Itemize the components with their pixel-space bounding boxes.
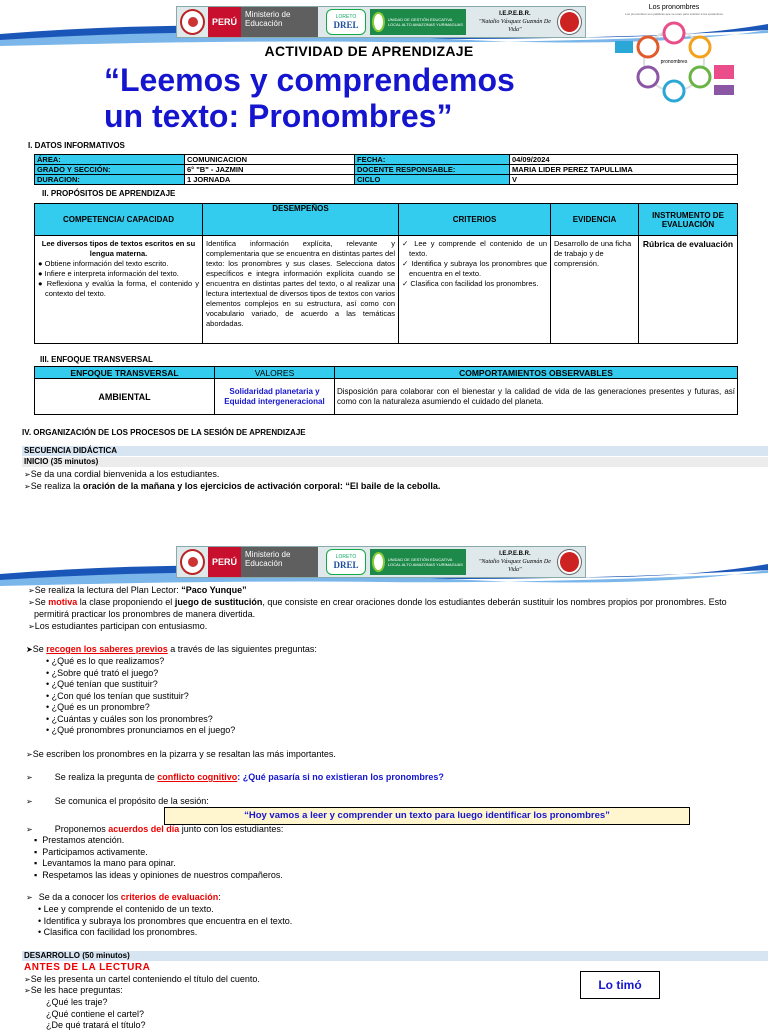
criterio-text: Identifica y subraya los pronombres que encuentra en el texto. [43,915,293,926]
inicio-line-2-bold: oración de la mañana y los ejercicios de activación corporal: “El baile de la cebolla. [82,481,441,491]
school-full-name: "Natalio Vásquez Guzmán De Vida" [478,559,551,573]
loreto-label: LORETO [335,554,357,560]
ugel-text: UNIDAD DE GESTIÓN EDUCATIVA LOCAL ALTO AMAZONAS YURIMAGUAS [387,557,463,567]
competencia-cell [35,236,203,344]
conflicto-question: : ¿Qué pasaría si no existieran los pronombres? [237,772,444,782]
criterio-item: ✓ Clasifica con facilidad los pronombres. [402,279,539,288]
criterios-prefix: Se da a conocer los [38,892,121,902]
list-item: ¿De qué tratará el título? [46,1020,146,1030]
saberes-post: a través de las siguientes preguntas: [167,644,317,654]
preguntas-saberes-list [46,656,235,737]
infographic-subtitle: Los pronombres son palabras que se usan para sustituir a los sustantivos [625,12,723,16]
arrow-icon: ➢ [28,622,35,631]
inicio-bar: INICIO (35 minutos) [22,457,768,467]
list-item: • ¿Qué tenían que sustituir? [46,679,158,689]
capacidad-text: Obtiene información del texto escrito. [44,259,169,268]
header-valores: VALORES [215,367,335,379]
inicio-line-2-text: Se realiza la [30,481,83,491]
ugel-emblem-icon [372,12,385,32]
proposito-intro: Se comunica el propósito de la sesión: [54,796,209,806]
preguntas-lectura-list [46,997,146,1032]
list-item: • ¿Sobre qué trató el juego? [46,667,159,678]
criterios-post: : [218,892,221,902]
acuerdos-prefix: Proponemos [54,824,109,834]
school-name [472,550,558,574]
arrow-icon: ➢ [26,773,33,782]
proposito-line [26,796,209,807]
arrow-icon: ➢ [26,797,33,806]
motivacion-mid: la clase proponiendo el [77,597,175,607]
saberes-prefix: Se [32,644,47,654]
pregunta-text: ¿Qué es lo que realizamos? [51,656,165,666]
plan-lector-title: “Paco Yunque” [181,585,247,595]
participan-text: Los estudiantes participan con entusiasmo. [34,621,208,631]
criterios-cell [399,236,551,344]
ciclo-label: CICLO [355,175,510,185]
capacidad-item: ● Reflexiona y evalúa la forma, el contenido y contexto del texto. [38,279,199,298]
header-instrumento: INSTRUMENTO DE EVALUACIÓN [639,204,738,236]
section-enfoque-heading: III. ENFOQUE TRANSVERSAL [40,355,153,364]
criterio-item: ✓ Lee y comprende el contenido de un texto. [402,239,548,258]
cartel-line [24,974,260,985]
ugel-emblem-icon [372,552,385,572]
cycle-node [664,23,684,43]
header-enfoque: ENFOQUE TRANSVERSAL [35,367,215,379]
preguntas-intro: Se les hace preguntas: [30,985,123,995]
criterio-text: Clasifica con facilidad los pronombres. [43,927,198,937]
antes-lectura-heading: ANTES DE LA LECTURA [24,962,151,973]
pronombres-cycle-diagram [612,17,736,105]
drel-logo [326,549,366,575]
pregunta-text: ¿Qué es un pronombre? [51,702,150,712]
acuerdos-list [34,835,283,881]
list-item: ▪ Prestamos atención. [34,835,125,845]
cartel-text: Se les presenta un cartel conteniendo el título del cuento. [30,974,260,984]
criterio-text: Lee y comprende el contenido de un texto. [43,904,214,914]
arrow-icon: ➢ [28,598,35,607]
pizarra-line [26,749,336,760]
duracion-label: DURACION: [35,175,185,185]
header-criterios: CRITERIOS [399,204,551,236]
list-item: ¿Qué contiene el cartel? [46,1008,145,1019]
competencia-title: Lee diversos tipos de textos escritos en su lengua materna. [41,239,196,258]
duracion-value: 1 JORNADA [185,175,355,185]
secuencia-bar: SECUENCIA DIDÁCTICA [22,446,768,456]
inicio-line-1-text: Se da una cordial bienvenida a los estudiantes. [30,469,220,479]
criterios-line [26,892,221,903]
cycle-center-label: pronombres [660,59,688,65]
pizarra-text: Se escriben los pronombres en la pizarra y se resaltan las más importantes. [32,749,336,759]
loreto-label: LORETO [335,14,357,20]
school-full-name: "Natalio Vásquez Guzmán De Vida" [478,19,551,33]
header-competencia: COMPETENCIA/ CAPACIDAD [35,204,203,236]
desempeno-cell: Identifica información explícita, relevante y complementaria que se encuentra en distintas partes del texto: los pronombres y sus clases. Selecciona datos específicos e integra información explícita cuando se encuentra en distintas partes del texto, o al realizar una lectura intertextual de diversos tipos de textos con varios elementos complejos en su estructura, así como con vocabulario variado, de acuerdo a las temáticas abordadas. [203,236,399,344]
list-item: • ¿Qué pronombres pronunciamos en el juego? [46,725,236,735]
comportamiento-value: Disposición para colaborar con el bienestar y la calidad de vida de las generaciones presentes y futuras, así como con la naturaleza asumiendo el cuidado del planeta. [335,379,738,415]
plan-lector-text: Se realiza la lectura del Plan Lector: [34,585,182,595]
title-line-1: “Leemos y comprendemos [104,62,515,98]
pregunta-text: ¿Cuántas y cuáles son los pronombres? [51,713,213,724]
evidencia-cell: Desarrollo de una ficha de trabajo y de comprensión. [551,236,639,344]
ugel-logo [370,9,466,35]
ugel-text: UNIDAD DE GESTIÓN EDUCATIVA LOCAL ALTO AMAZONAS YURIMAGUAS [387,17,463,27]
institution-banner [176,546,586,578]
arrow-icon: ➤ [26,645,33,654]
saberes-line [26,644,317,655]
acuerdo-text: Participamos activamente. [42,846,148,857]
header-evidencia: EVIDENCIA [551,204,639,236]
peru-shield-icon [180,549,205,575]
plan-lector-line [28,585,247,596]
page-title [104,62,604,134]
area-value: COMUNICACION [185,155,355,165]
acuerdos-keyword: acuerdos del día [108,824,180,834]
motivacion-prefix: Se [34,597,49,607]
school-code: I.E.P.E.B.R. [499,551,531,557]
infographic-title: Los pronombres [648,4,700,11]
conflicto-prefix: Se realiza la pregunta de [54,772,158,782]
list-item: • ¿Qué es lo que realizamos? [46,656,165,666]
pregunta-text: ¿Con qué los tenían que sustituir? [51,690,189,701]
peru-shield-icon [180,9,205,35]
header-comportamientos: COMPORTAMIENTOS OBSERVABLES [335,367,738,379]
acuerdo-text: Levantamos la mano para opinar. [42,858,176,868]
ministerio-label: Ministerio de Educación [241,7,318,37]
fecha-label: FECHA: [355,155,510,165]
activity-label: ACTIVIDAD DE APRENDIZAJE [264,43,474,59]
section-datos-heading: I. DATOS INFORMATIVOS [28,141,125,150]
inicio-line-1 [24,469,219,480]
page-2 [0,540,768,1030]
valores-value: Solidaridad planetaria y Equidad intergeneracional [215,379,335,415]
section-propositos-heading: II. PROPÓSITOS DE APRENDIZAJE [42,189,176,198]
list-item: • Clasifica con facilidad los pronombres. [38,927,198,937]
drel-label: DREL [333,560,359,570]
area-label: ÁREA: [35,155,185,165]
desarrollo-bar: DESARROLLO (50 minutos) [22,951,768,961]
motivacion-keyword: motiva [48,597,78,607]
peru-label: PERÚ [208,547,241,577]
list-item: ▪ Respetamos las ideas y opiniones de nuestros compañeros. [34,869,283,880]
list-item: • Lee y comprende el contenido de un texto. [38,904,214,914]
section-organizacion-heading: IV. ORGANIZACIÓN DE LOS PROCESOS DE LA SESIÓN DE APRENDIZAJE [22,428,306,437]
capacidad-item: ● Obtiene información del texto escrito. [38,259,169,268]
acuerdo-text: Prestamos atención. [42,835,125,845]
preguntas-line [24,985,123,996]
criterio-text: Identifica y subraya los pronombres que encuentra en el texto. [409,259,547,278]
grado-value: 6° "B" - JAZMIN [185,165,355,175]
pregunta-text: ¿Qué tenían que sustituir? [51,679,158,689]
criterios-list [38,904,292,939]
arrow-icon: ➢ [28,586,35,595]
motivacion-post: , que consiste en crear oraciones donde los estudiantes deberán sustituir los nombres propios por pronombres. Esto [262,597,727,607]
proposito-box: “Hoy vamos a leer y comprender un texto para luego identificar los pronombres” [164,807,690,825]
list-item: • ¿Cuántas y cuáles son los pronombres? [46,713,213,724]
list-item: ▪ Participamos activamente. [34,846,148,857]
criterio-text: Lee y comprende el contenido de un texto. [409,239,548,258]
enfoque-table [34,366,738,415]
conflicto-line [26,772,444,783]
school-crest-icon [558,10,581,34]
grado-label: GRADO Y SECCIÓN: [35,165,185,175]
institution-banner [176,6,586,38]
cycle-node [638,67,658,87]
docente-value: MARIA LIDER PEREZ TAPULLIMA [510,165,738,175]
docente-label: DOCENTE RESPONSABLE: [355,165,510,175]
arrow-icon: ➢ [24,975,31,984]
peru-label: PERÚ [208,7,241,37]
criterios-keyword: criterios de evaluación [120,892,219,902]
acuerdo-text: Respetamos las ideas y opiniones de nuestros compañeros. [42,869,283,880]
instrumento-cell: Rúbrica de evaluación [639,236,738,344]
participan-line [28,621,207,632]
capacidad-text: Reflexiona y evalúa la forma, el contenido y contexto del texto. [45,279,199,298]
inicio-line-2 [24,481,440,492]
motivacion-line [28,597,768,608]
list-item: ▪ Levantamos la mano para opinar. [34,858,176,868]
propositos-table [34,203,738,344]
list-item: • Identifica y subraya los pronombres que encuentra en el texto. [38,915,293,926]
list-item: • ¿Con qué los tenían que sustituir? [46,690,189,701]
capacidad-text: Infiere e interpreta información del texto. [44,269,179,278]
list-item: • ¿Qué es un pronombre? [46,702,150,712]
datos-table [34,154,738,185]
arrow-icon: ➢ [26,893,33,902]
drel-logo [326,9,366,35]
drel-label: DREL [333,20,359,30]
ugel-logo [370,549,466,575]
acuerdos-line [26,824,283,835]
cycle-node [664,81,684,101]
motivacion-game: juego de sustitución [174,597,263,607]
pregunta-text: ¿Qué pronombres pronunciamos en el juego? [51,725,236,735]
arrow-icon: ➢ [24,986,31,995]
motivacion-line-2: permitirá practicar los pronombres de manera divertida. [34,609,256,619]
title-line-2: un texto: Pronombres” [104,98,453,134]
arrow-icon: ➢ [24,470,31,479]
ciclo-value: V [510,175,738,185]
conflicto-keyword: conflicto cognitivo [157,772,238,782]
arrow-icon: ➢ [26,825,33,834]
criterio-text: Clasifica con facilidad los pronombres. [410,279,539,288]
school-name [472,10,558,34]
criterio-item: ✓ Identifica y subraya los pronombres que encuentra en el texto. [402,259,547,278]
acuerdos-post: junto con los estudiantes: [179,824,284,834]
enfoque-value: AMBIENTAL [35,379,215,415]
capacidad-item: ● Infiere e interpreta información del texto. [38,269,179,278]
fecha-value: 04/09/2024 [510,155,738,165]
arrow-icon: ➢ [26,750,33,759]
ministerio-label: Ministerio de Educación [241,547,318,577]
school-code: I.E.P.E.B.R. [499,11,531,17]
cartel-title-box: Lo timó [580,971,660,999]
list-item: ¿Qué les traje? [46,997,108,1007]
pregunta-text: ¿Sobre qué trató el juego? [51,667,159,678]
saberes-keyword: recogen los saberes previos [46,644,168,654]
arrow-icon: ➢ [24,482,31,491]
school-crest-icon [558,550,581,574]
header-desempenos: DESEMPEÑOS [203,204,399,236]
cycle-node [690,67,710,87]
